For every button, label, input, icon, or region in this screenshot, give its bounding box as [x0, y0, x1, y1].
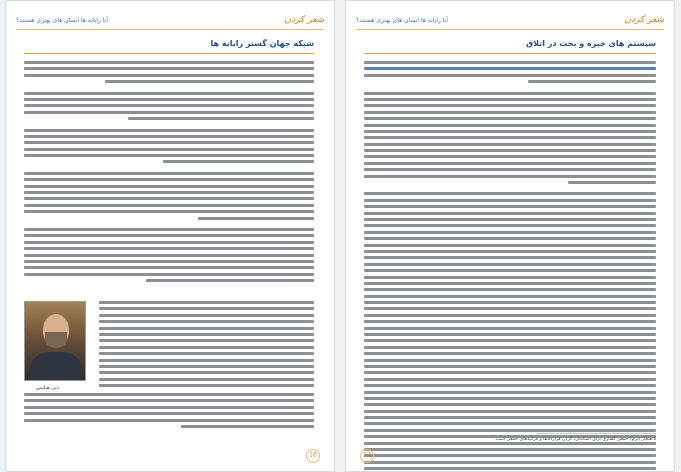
portrait-photo — [24, 301, 86, 381]
header-rule — [16, 29, 324, 30]
body-text-beside-photo — [99, 301, 314, 390]
section-rule — [24, 53, 314, 54]
footnote: ۵ هنجار (نرم) جمعی گفتاری برای استاندارد گردن قراردادها و فرایندهای جمعی است. — [493, 437, 656, 442]
page-number: 16 — [306, 449, 320, 463]
brand-logo: شعر کردن — [284, 15, 324, 25]
section-title: سیستم های خبره و بحث در اتلاق — [525, 39, 656, 48]
body-text — [24, 61, 314, 286]
running-title: آیا رایانه ها انسان های بهتری هستند؟ — [356, 16, 448, 24]
brand-logo: شعر کردن — [624, 15, 664, 25]
photo-caption: دنی هیلیس — [36, 385, 60, 391]
left-page — [5, 0, 335, 472]
page-header — [356, 11, 664, 29]
page-number: 17 — [360, 449, 374, 463]
right-page — [345, 0, 675, 472]
header-rule — [356, 29, 664, 30]
footnote-rule — [536, 433, 656, 434]
page-header — [16, 11, 324, 29]
section-title: شبکه جهان گستر رایانه ها — [210, 39, 314, 48]
body-text — [364, 61, 656, 472]
body-text-bottom — [24, 393, 314, 431]
running-title: آیا رایانه ها انسان های بهتری هستند؟ — [16, 16, 108, 24]
section-rule — [364, 53, 656, 54]
